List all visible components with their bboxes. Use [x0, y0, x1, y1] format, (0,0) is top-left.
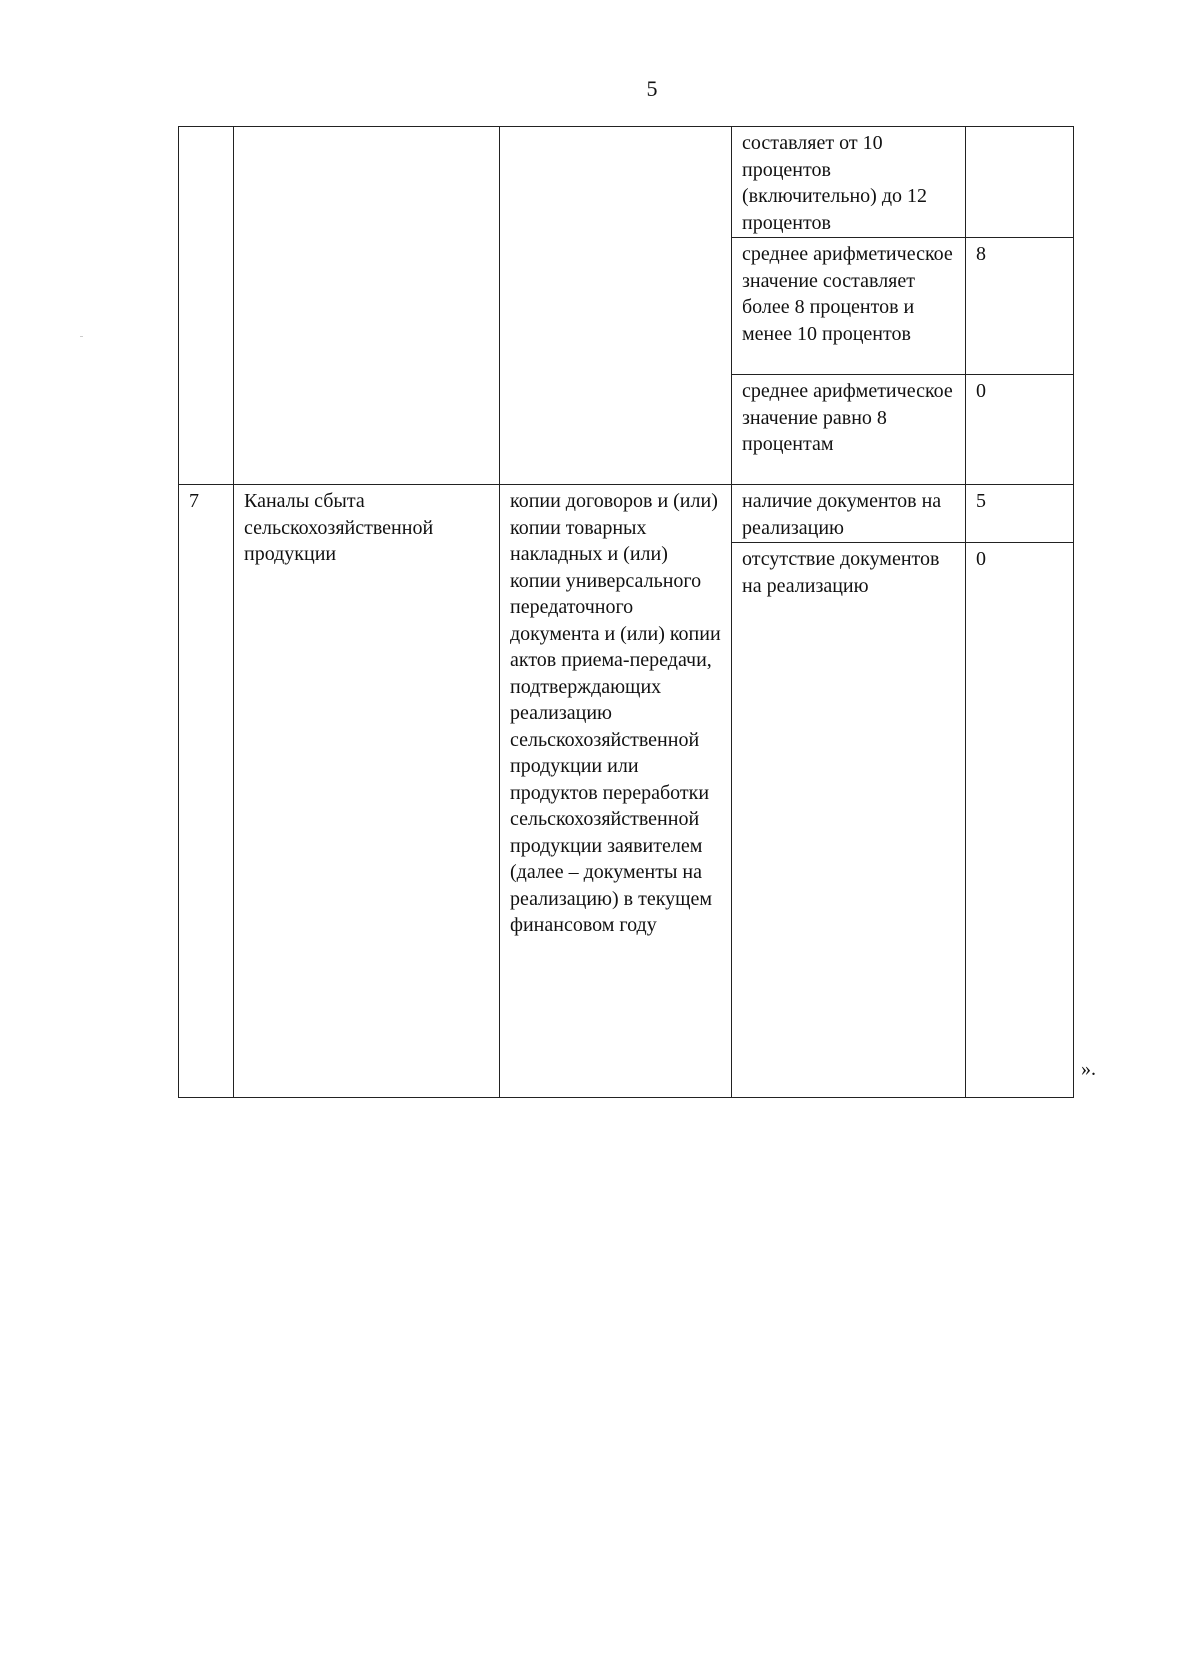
documents-cell-empty: [500, 127, 732, 485]
value-cell: среднее арифметическое значение составляет более 8 процентов и менее 10 процентов: [732, 238, 966, 375]
table-row: [179, 485, 1074, 543]
score-cell: 0: [966, 375, 1074, 485]
score-cell: 0: [966, 543, 1074, 1098]
score-cell: 5: [966, 485, 1074, 543]
criterion-cell-empty: [234, 127, 500, 485]
number-cell-empty: [179, 127, 234, 485]
score-cell: 8: [966, 238, 1074, 375]
value-cell: составляет от 10 процентов (включительно) до 12 процентов: [732, 127, 966, 238]
value-cell: наличие документов на реализацию: [732, 485, 966, 543]
criterion-name-cell: Каналы сбыта сельскохозяйственной продукции: [234, 485, 500, 1098]
criteria-table: [178, 126, 1074, 1098]
row-number-cell: 7: [179, 485, 234, 1098]
page-number: 5: [646, 76, 658, 101]
closing-quote-mark: ».: [1081, 1058, 1096, 1080]
table-row: [179, 127, 1074, 238]
scan-artifact: [80, 336, 83, 337]
documents-cell: копии договоров и (или) копии товарных накладных и (или) копии универсального передаточного документа и (или) копии актов приема-передачи, подтверждающих реализацию сельскохозяйственной продукции или продуктов переработки сельскохозяйственной продукции заявителем (далее – документы на реализацию) в текущем финансовом году: [500, 485, 732, 1098]
value-cell: отсутствие документов на реализацию: [732, 543, 966, 1098]
score-cell: [966, 127, 1074, 238]
value-cell: среднее арифметическое значение равно 8 процентам: [732, 375, 966, 485]
